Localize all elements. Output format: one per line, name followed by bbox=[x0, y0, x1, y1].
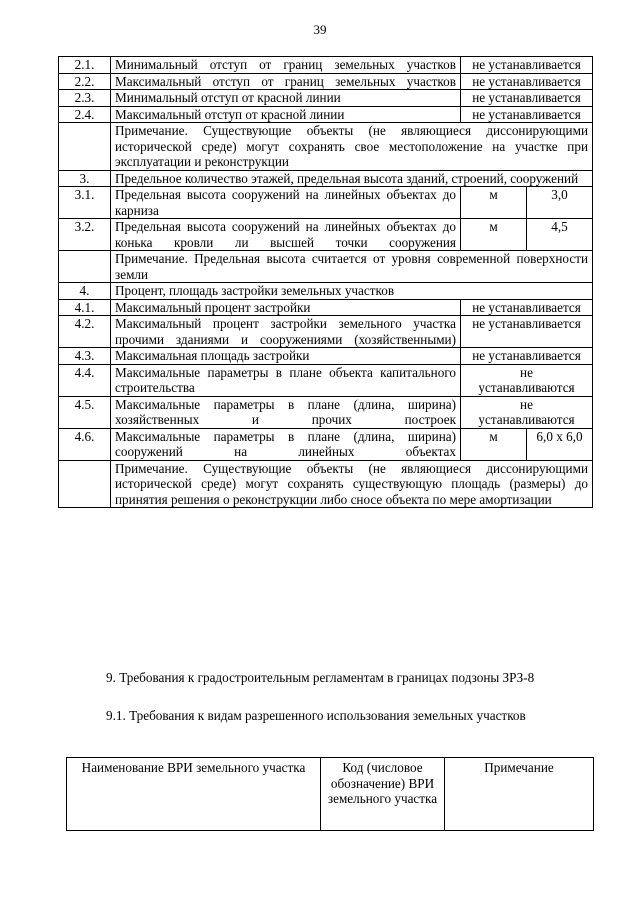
row-description: Минимальный отступ от границ земельных участков bbox=[111, 57, 461, 74]
table-row bbox=[59, 460, 593, 508]
row-value: не устанавливается bbox=[461, 90, 593, 107]
row-value: не устанавливается bbox=[461, 299, 593, 316]
row-description: Максимальные параметры в плане объекта капитального строительства bbox=[111, 364, 461, 396]
table-row bbox=[59, 73, 593, 90]
vri-table bbox=[66, 757, 594, 831]
row-value: не устанавливается bbox=[461, 316, 593, 348]
row-value: не устанавливается bbox=[461, 106, 593, 123]
row-value: 4,5 bbox=[527, 219, 593, 251]
row-unit: м bbox=[461, 219, 527, 251]
row-description: Предельная высота сооружений на линейных объектах до карниза bbox=[111, 187, 461, 219]
table-row bbox=[59, 219, 593, 251]
row-description: Максимальные параметры в плане (длина, ширина) сооружений на линейных объектах bbox=[111, 428, 461, 460]
row-value: не устанавливается bbox=[461, 73, 593, 90]
note-cell: Примечание. Существующие объекты (не являющиеся диссонирующими исторической среде) могут сохранять существующую площадь (размеры) до принятия решения о реконструкции либо сносе объекта по мере амортизации bbox=[111, 460, 593, 508]
table-row bbox=[59, 283, 593, 300]
row-description: Максимальный отступ от красной линии bbox=[111, 106, 461, 123]
row-number: 3.2. bbox=[59, 219, 111, 251]
section-heading-cell: Предельное количество этажей, предельная высота зданий, строений, сооружений bbox=[111, 170, 593, 187]
table-row bbox=[59, 396, 593, 428]
table-row bbox=[59, 90, 593, 107]
row-value: не устанавливаются bbox=[461, 396, 593, 428]
table-row bbox=[59, 348, 593, 365]
row-unit: м bbox=[461, 428, 527, 460]
row-number: 4.2. bbox=[59, 316, 111, 348]
row-value: 6,0 х 6,0 bbox=[527, 428, 593, 460]
table-row bbox=[59, 57, 593, 74]
row-value: не устанавливаются bbox=[461, 364, 593, 396]
row-description: Максимальный процент застройки bbox=[111, 299, 461, 316]
row-number: 4.1. bbox=[59, 299, 111, 316]
section-heading-cell: Процент, площадь застройки земельных участков bbox=[111, 283, 593, 300]
row-description: Максимальный отступ от границ земельных участков bbox=[111, 73, 461, 90]
row-description: Максимальный процент застройки земельного участка прочими зданиями и сооружениями (хозяйственными) bbox=[111, 316, 461, 348]
column-header-vri-name: Наименование ВРИ земельного участка bbox=[67, 758, 321, 831]
row-number: 2.4. bbox=[59, 106, 111, 123]
table-row bbox=[59, 106, 593, 123]
row-number: 2.3. bbox=[59, 90, 111, 107]
table-row bbox=[59, 170, 593, 187]
row-number: 4.6. bbox=[59, 428, 111, 460]
row-description: Предельная высота сооружений на линейных объектах до конька кровли ли высшей точки сооружения bbox=[111, 219, 461, 251]
row-description: Максимальная площадь застройки bbox=[111, 348, 461, 365]
table-row bbox=[59, 299, 593, 316]
row-number: 2.2. bbox=[59, 73, 111, 90]
row-number: 4.5. bbox=[59, 396, 111, 428]
section-9-1-heading: 9.1. Требования к видам разрешенного использования земельных участков bbox=[106, 708, 526, 723]
row-number: 3. bbox=[59, 170, 111, 187]
row-number: 4.4. bbox=[59, 364, 111, 396]
table-row bbox=[59, 187, 593, 219]
table-row bbox=[59, 251, 593, 283]
table-header-row bbox=[67, 758, 594, 831]
table-row bbox=[59, 316, 593, 348]
row-description: Максимальные параметры в плане (длина, ширина) хозяйственных и прочих построек bbox=[111, 396, 461, 428]
row-number: 3.1. bbox=[59, 187, 111, 219]
row-value: не устанавливается bbox=[461, 57, 593, 74]
table-row bbox=[59, 364, 593, 396]
row-number: 2.1. bbox=[59, 57, 111, 74]
row-unit: м bbox=[461, 187, 527, 219]
table-row bbox=[59, 428, 593, 460]
page-number: 39 bbox=[313, 22, 327, 37]
row-number: 4.3. bbox=[59, 348, 111, 365]
note-cell: Примечание. Предельная высота считается от уровня современной поверхности земли bbox=[111, 251, 593, 283]
column-header-note: Примечание bbox=[445, 758, 594, 831]
column-header-vri-code: Код (числовое обозначение) ВРИ земельного участка bbox=[321, 758, 445, 831]
row-value: не устанавливается bbox=[461, 348, 593, 365]
table-row bbox=[59, 123, 593, 171]
row-description: Минимальный отступ от красной линии bbox=[111, 90, 461, 107]
parameters-table bbox=[58, 56, 593, 508]
row-value: 3,0 bbox=[527, 187, 593, 219]
note-cell: Примечание. Существующие объекты (не являющиеся диссонирующими исторической среде) могут сохранять свое местоположение на участке при эксплуатации и реконструкции bbox=[111, 123, 593, 171]
row-number: 4. bbox=[59, 283, 111, 300]
section-9-heading: 9. Требования к градостроительным регламентам в границах подзоны ЗРЗ-8 bbox=[106, 670, 535, 685]
